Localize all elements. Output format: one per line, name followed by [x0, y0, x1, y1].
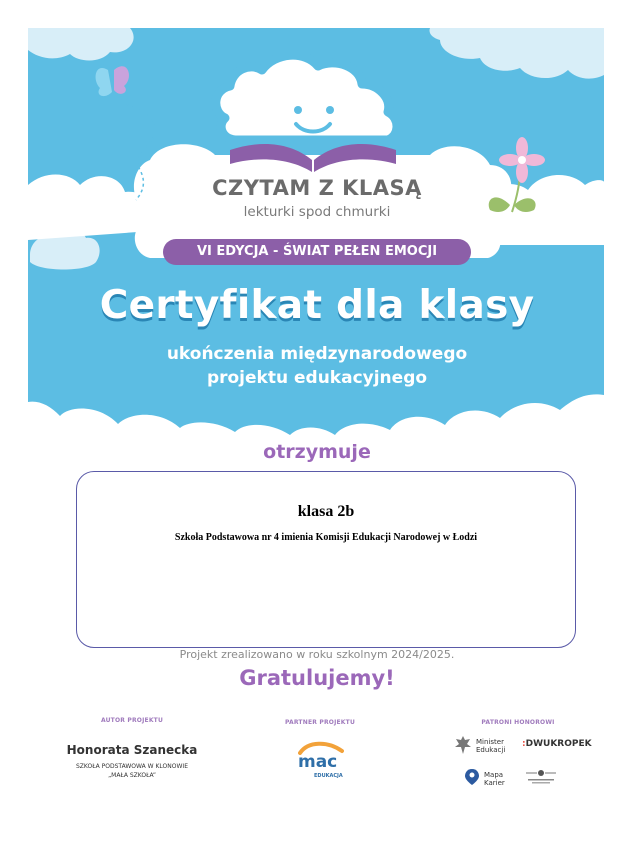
partner-label: PARTNER PROJEKTU [284, 719, 356, 726]
brand-title: CZYTAM Z KLASĄ [212, 176, 422, 200]
certificate-title: Certyfikat dla klasy [99, 283, 535, 328]
cloud-eye-right [326, 106, 334, 114]
dwukropek-text: DWUKROPEK [525, 739, 592, 749]
minister-line1: Minister [476, 738, 504, 746]
receives-label: otrzymuje [263, 441, 371, 463]
flower-center [518, 156, 526, 164]
certificate-subtitle-line1: ukończenia międzynarodowego [166, 344, 468, 364]
author-label: AUTOR PROJEKTU [100, 717, 164, 724]
mapa-karier-icon [464, 768, 480, 786]
brand-subtitle: lekturki spod chmurki [243, 204, 391, 220]
realized-note: Projekt zrealizowano w roku szkolnym 2024/2025. [179, 648, 455, 661]
recipient-school: Szkoła Podstawowa nr 4 imienia Komisji Edukacji Narodowej w Łodzi [174, 532, 478, 543]
recipient-box [76, 471, 576, 648]
author-name: Honorata Szanecka [66, 743, 198, 757]
certificate-subtitle-line2: projektu edukacyjnego [206, 368, 428, 388]
author-school-line2: „MAŁA SZKOŁA” [108, 772, 156, 779]
author-school-line1: SZKOŁA PODSTAWOWA W KLONOWIE [76, 763, 188, 770]
partner-logo-sub: EDUKACJA [314, 773, 343, 779]
cloud-eye-left [294, 106, 302, 114]
minister-line2: Edukacji [476, 746, 506, 754]
mapa-line1: Mapa [484, 771, 504, 779]
partner-logo-text: mac [298, 752, 338, 772]
patrons-label: PATRONI HONOROWI [481, 719, 555, 726]
mapa-line2: Karier [484, 779, 505, 787]
recipient-class: klasa 2b [297, 503, 355, 520]
eagle-emblem-icon [454, 735, 472, 755]
dwukropek-colon-icon: : [522, 739, 526, 749]
congratulations: Gratulujemy! [239, 666, 395, 690]
dwukropek-logo [522, 739, 592, 749]
patron-emblem-icon [524, 768, 558, 786]
edition-badge: VI EDYCJA - ŚWIAT PEŁEN EMOCJI [163, 239, 471, 265]
